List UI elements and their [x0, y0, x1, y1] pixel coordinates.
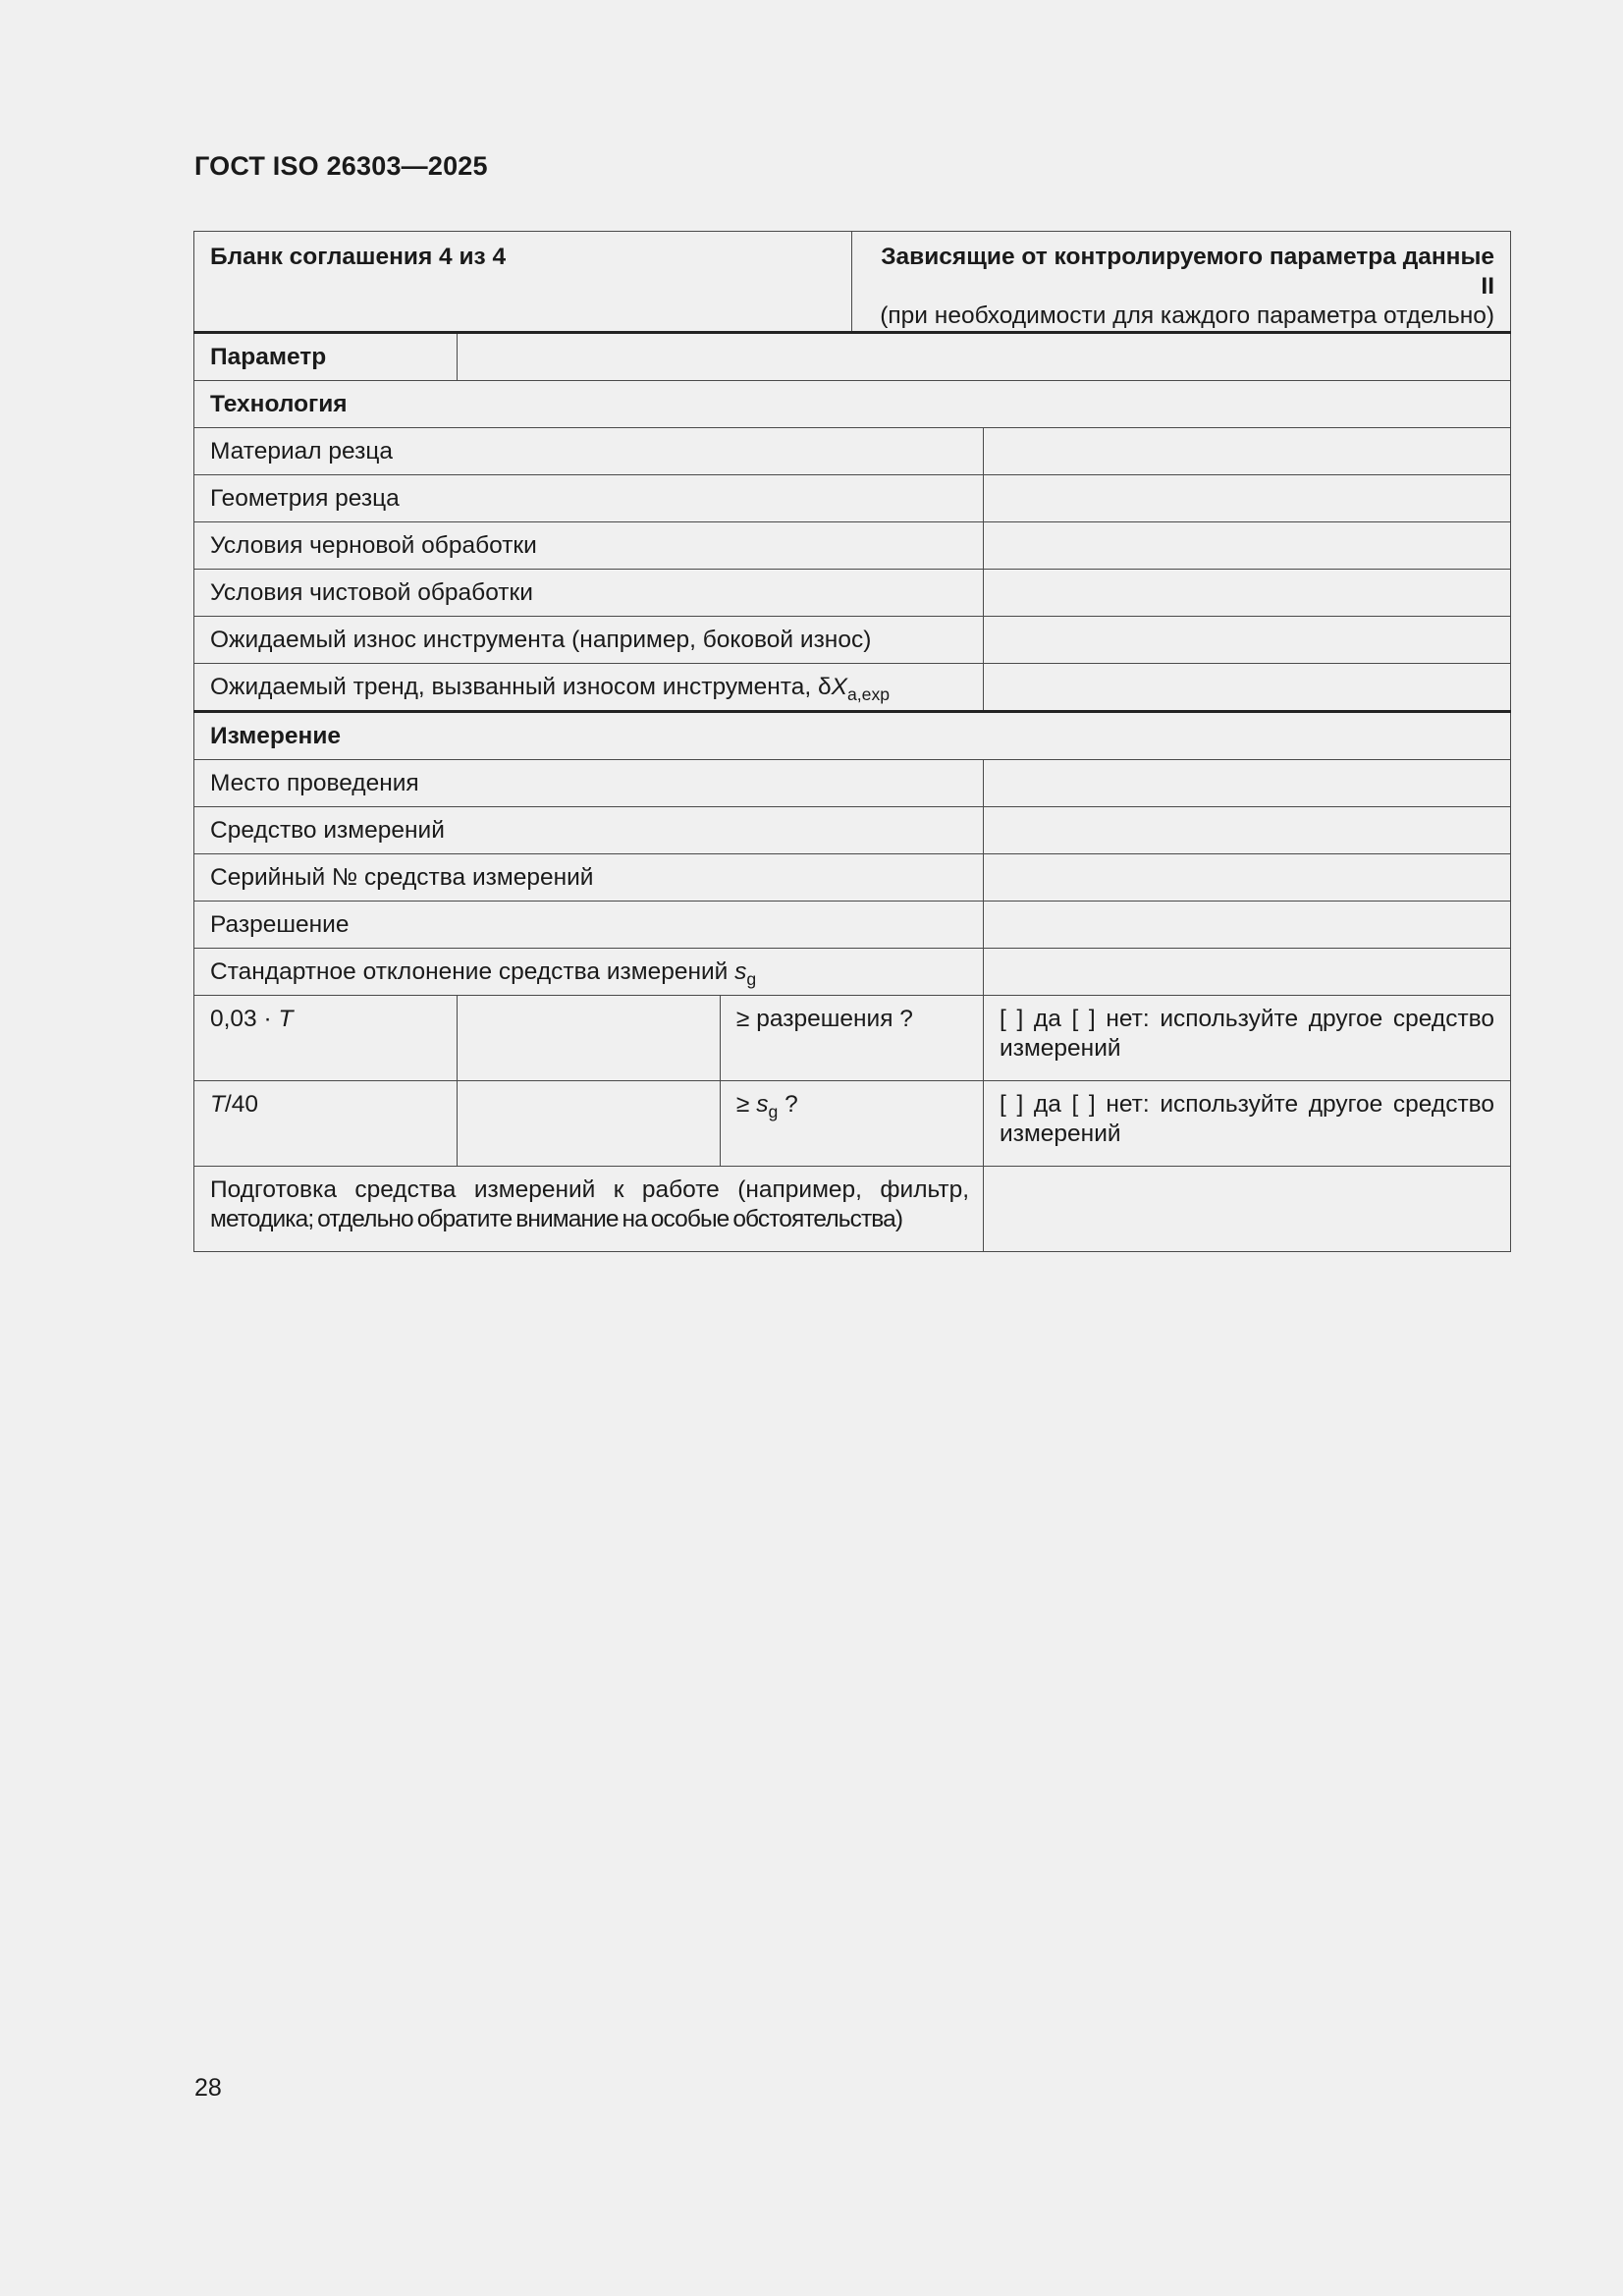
measurement-row-value-field[interactable]	[984, 902, 1511, 949]
technology-row-label: Условия чистовой обработки	[194, 570, 984, 617]
stddev-check-condition-prefix: ≥	[736, 1091, 757, 1118]
parameter-row	[194, 333, 1511, 381]
preparation-label-line1: Подготовка средства измерений к работе (например, фильтр,	[210, 1176, 970, 1203]
wear-trend-subscript: a,exp	[846, 683, 891, 704]
stddev-row	[194, 949, 1511, 996]
stddev-check-value-field[interactable]	[458, 1081, 721, 1167]
resolution-check-answer-line1[interactable]: [ ] да [ ] нет: используйте другое средство	[1000, 1006, 1495, 1032]
wear-trend-symbol: X	[831, 673, 847, 700]
stddev-value-field[interactable]	[984, 949, 1511, 996]
technology-row-value-field[interactable]	[984, 428, 1511, 475]
stddev-label-text: Стандартное отклонение средства измерений	[210, 957, 735, 985]
stddev-check-suffix: /40	[224, 1091, 259, 1118]
measurement-row-value-field[interactable]	[984, 854, 1511, 902]
resolution-check-answer-line2: измерений	[1000, 1035, 1121, 1062]
technology-row-value-field[interactable]	[984, 617, 1511, 664]
wear-trend-label-text: Ожидаемый тренд, вызванный износом инструмента, δ	[210, 673, 832, 700]
stddev-check-condition-symbol: s	[756, 1091, 769, 1118]
technology-row	[194, 617, 1511, 664]
technology-row-label: Ожидаемый износ инструмента (например, боковой износ)	[194, 617, 984, 664]
stddev-check-symbol: T	[210, 1091, 225, 1118]
wear-trend-label	[194, 664, 984, 712]
measurement-row	[194, 760, 1511, 807]
resolution-check-value-field[interactable]	[458, 996, 721, 1081]
page-number: 28	[194, 2074, 222, 2102]
document-header: ГОСТ ISO 26303—2025	[194, 151, 488, 181]
stddev-symbol: s	[734, 957, 747, 985]
stddev-check-answer-line2: измерений	[1000, 1121, 1121, 1147]
measurement-heading: Измерение	[194, 712, 1511, 760]
technology-row-label: Материал резца	[194, 428, 984, 475]
measurement-row-label: Место проведения	[194, 760, 984, 807]
preparation-row	[194, 1167, 1511, 1252]
form-sheet-label: Бланк соглашения 4 из 4	[194, 232, 852, 333]
resolution-check-symbol: T	[278, 1006, 294, 1032]
parameter-label: Параметр	[194, 333, 458, 381]
agreement-form-table	[193, 231, 1511, 1252]
technology-row	[194, 522, 1511, 570]
stddev-check-condition	[721, 1081, 984, 1167]
technology-row-label: Геометрия резца	[194, 475, 984, 522]
preparation-label	[194, 1167, 984, 1252]
technology-row-value-field[interactable]	[984, 475, 1511, 522]
measurement-row	[194, 854, 1511, 902]
measurement-row-label: Серийный № средства измерений	[194, 854, 984, 902]
measurement-row-value-field[interactable]	[984, 807, 1511, 854]
technology-row-value-field[interactable]	[984, 522, 1511, 570]
form-section-title	[852, 232, 1511, 333]
stddev-check-criterion	[194, 1081, 458, 1167]
parameter-value-field[interactable]	[458, 333, 1511, 381]
measurement-row-label: Разрешение	[194, 902, 984, 949]
resolution-check-answer[interactable]	[984, 996, 1511, 1081]
stddev-subscript: g	[746, 968, 757, 989]
resolution-check-condition: ≥ разрешения ?	[721, 996, 984, 1081]
measurement-row-label: Средство измерений	[194, 807, 984, 854]
section-title-text: Зависящие от контролируемого параметра данные II	[881, 244, 1495, 300]
technology-row-value-field[interactable]	[984, 570, 1511, 617]
measurement-heading-row	[194, 712, 1511, 760]
technology-row	[194, 475, 1511, 522]
preparation-value-field[interactable]	[984, 1167, 1511, 1252]
stddev-check-answer-line1[interactable]: [ ] да [ ] нет: используйте другое средство	[1000, 1091, 1495, 1118]
technology-row-label: Условия черновой обработки	[194, 522, 984, 570]
stddev-check-answer[interactable]	[984, 1081, 1511, 1167]
stddev-check-row	[194, 1081, 1511, 1167]
technology-row	[194, 428, 1511, 475]
technology-row	[194, 570, 1511, 617]
wear-trend-row	[194, 664, 1511, 712]
wear-trend-value-field[interactable]	[984, 664, 1511, 712]
stddev-label	[194, 949, 984, 996]
measurement-row	[194, 807, 1511, 854]
preparation-label-line2: методика; отдельно обратите внимание на особые обстоятельства)	[210, 1206, 903, 1232]
technology-heading: Технология	[194, 381, 1511, 428]
resolution-check-criterion	[194, 996, 458, 1081]
measurement-row	[194, 902, 1511, 949]
section-title-note: (при необходимости для каждого параметра отдельно)	[880, 302, 1495, 329]
resolution-check-prefix: 0,03 ·	[210, 1006, 279, 1032]
form-title-row	[194, 232, 1511, 333]
resolution-check-row	[194, 996, 1511, 1081]
technology-heading-row	[194, 381, 1511, 428]
stddev-check-condition-suffix: ?	[778, 1091, 798, 1118]
stddev-check-condition-subscript: g	[768, 1102, 779, 1122]
measurement-row-value-field[interactable]	[984, 760, 1511, 807]
